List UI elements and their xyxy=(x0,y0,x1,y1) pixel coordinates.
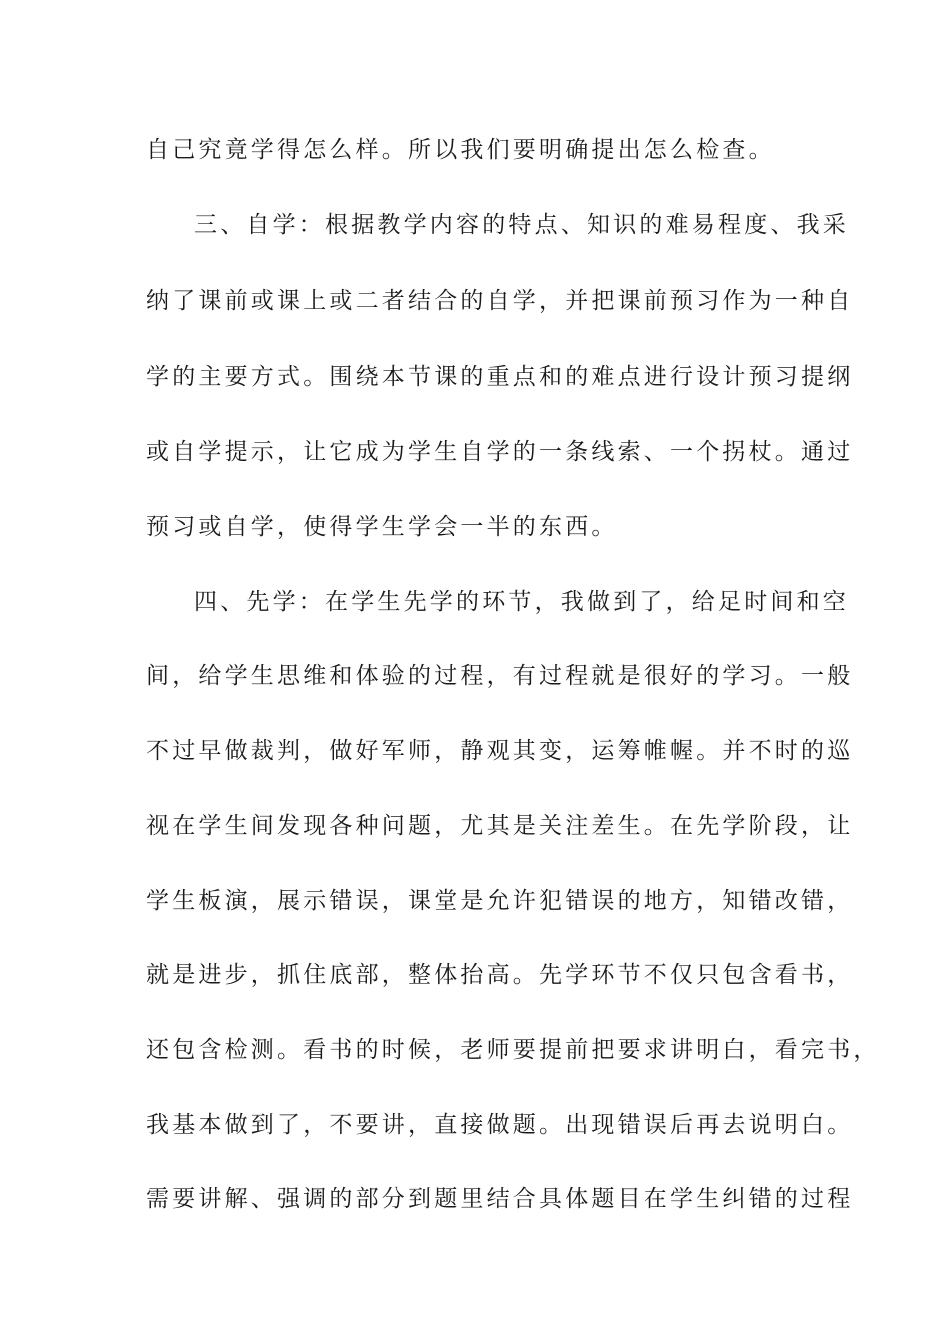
text-line-12: 就是进步，抓住底部，整体抬高。先学环节不仅只包含看书， xyxy=(146,962,854,988)
text-line-9: 不过早做裁判，做好军师，静观其变，运筹帷幄。并不时的巡 xyxy=(146,738,854,764)
text-line-13: 还包含检测。看书的时候，老师要提前把要求讲明白，看完书， xyxy=(146,1037,880,1063)
text-line-3: 纳了课前或课上或二者结合的自学，并把课前预习作为一种自 xyxy=(146,288,854,314)
text-line-15: 需要讲解、强调的部分到题里结合具体题目在学生纠错的过程 xyxy=(146,1186,854,1212)
section-four-heading-line: 四、先学：在学生先学的环节，我做到了，给足时间和空 xyxy=(194,589,849,615)
text-line-14: 我基本做到了，不要讲，直接做题。出现错误后再去说明白。 xyxy=(146,1112,854,1138)
text-line-4: 学的主要方式。围绕本节课的重点和的难点进行设计预习提纲 xyxy=(146,364,854,390)
text-line-11: 学生板演，展示错误，课堂是允许犯错误的地方，知错改错， xyxy=(146,888,854,914)
text-line-8: 间，给学生思维和体验的过程，有过程就是很好的学习。一般 xyxy=(146,663,854,689)
text-line-10: 视在学生间发现各种问题，尤其是关注差生。在先学阶段，让 xyxy=(146,813,854,839)
text-line-1: 自己究竟学得怎么样。所以我们要明确提出怎么检查。 xyxy=(146,137,775,163)
text-line-5: 或自学提示，让它成为学生自学的一条线索、一个拐杖。通过 xyxy=(146,439,854,465)
section-three-heading-line: 三、自学：根据教学内容的特点、知识的难易程度、我采 xyxy=(194,212,849,238)
text-line-6: 预习或自学，使得学生学会一半的东西。 xyxy=(146,514,618,540)
